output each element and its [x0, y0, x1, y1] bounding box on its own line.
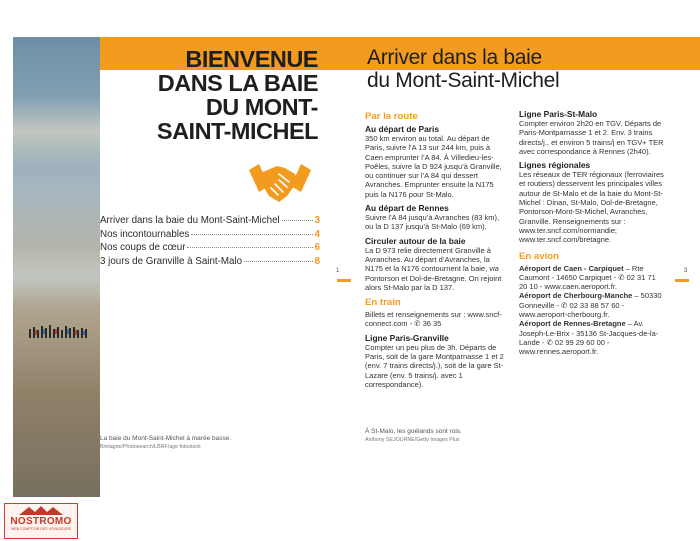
section-heading-train: En train — [365, 297, 401, 309]
phone-icon: ✆ — [546, 337, 555, 347]
toc-item[interactable]: Nos coups de cœur 6 — [100, 242, 320, 254]
walkers-figures — [27, 321, 97, 343]
paris-text: 350 km environ au total. Au départ de Paris, suivre l’A 13 sur 244 km, puis à Caen emprunter l’A 84. À Villedieu-les-Poêles, suivre la D 924 jusqu’à Granville, ou continuer sur l’A 84 qui dessert Avranches. Emprunter ensuite la N175 puis la N176 pour St-Malo. — [365, 134, 502, 199]
subheading-paris: Au départ de Paris — [365, 124, 440, 134]
airport-rennes: Aéroport de Rennes-Bretagne – Av. Joseph-Le-Brix - 35136 St-Jacques-de-la-Lande - ✆ 02 99 29 60 00 - www.rennes.aeroport.fr. — [519, 319, 659, 357]
section-heading-road: Par la route — [365, 111, 418, 122]
airport-caen: Aéroport de Caen - Carpiquet – Rte Caumont - 14650 Carpiquet - ✆ 02 31 71 20 10 - www.caen.aeroport.fr. — [519, 263, 656, 292]
page-number-left: 1 — [336, 268, 340, 274]
page-marker-right — [675, 279, 689, 282]
regional-text: Les réseaux de TER régionaux (ferroviaires et routiers) desservent les principales villes autour de St-Malo et de la baie du Mont-St-Michel : Dinan, St-Malo, Dol-de-Bretagne, Pontorson-Mont-St-Michel, Avranches, Granville. Renseignements sur : www.ter.sncf.com/normandie; www.ter.sncf.com/bretagne. — [519, 170, 664, 245]
circuler-text: La D 973 relie directement Granville à Avranches. Au départ d’Avranches, la N175 et la N176 contournent la baie, via Pontorson et Dol-de-Bretagne. On rejoint alors St-Malo par la D 137. — [365, 245, 502, 292]
table-of-contents — [100, 214, 320, 268]
section-heading-plane: En avion — [519, 250, 559, 262]
page-number-right: 3 — [684, 268, 688, 274]
handshake-icon — [249, 156, 311, 206]
toc-item[interactable]: Nos incontournables 4 — [100, 228, 320, 240]
train-text: Billets et renseignements sur : www.sncf-connect.com - ✆ 36 35 — [365, 310, 502, 329]
seagull-caption: À St-Malo, les goélands sont rois. Anthony SEJOURNE/Getty Images Plus — [365, 428, 462, 443]
subheading-regional: Lignes régionales — [519, 160, 591, 171]
airport-cherbourg: Aéroport de Cherbourg-Manche – 50330 Gonneville - ✆ 02 33 88 57 60 - www.aeroport-cherbourg.fr. — [519, 291, 662, 320]
subheading-circuler: Circuler autour de la baie — [365, 235, 466, 246]
photo-caption: La baie du Mont-Saint-Michel à marée basse. Bretagne/Photosearch/LBRF/age fotostock — [100, 435, 232, 450]
page-title: Arriver dans la baie du Mont-Saint-Michel — [367, 46, 560, 92]
logo-emblem-icon — [11, 505, 71, 516]
toc-item[interactable]: 3 jours de Granville à Saint-Malo 8 — [100, 255, 320, 267]
subheading-paris-stmalo: Ligne Paris-St-Malo — [519, 109, 598, 119]
toc-item[interactable]: Arriver dans la baie du Mont-Saint-Michel 3 — [100, 215, 320, 226]
subheading-rennes: Au départ de Rennes — [365, 203, 449, 214]
paris-stmalo-text: Compter environ 2h20 en TGV. Départs de Paris-Montparnasse 1 et 2. Env. 3 trains directs/j., et environ 5 trains/j en TGV+ TER avec correspondance à Rennes (2h40). — [519, 119, 664, 156]
page-marker-left — [337, 279, 351, 282]
phone-icon: ✆ — [561, 300, 570, 310]
rennes-text: Suivre l’A 84 jusqu’à Avranches (83 km), ou la D 137 jusqu’à St-Malo (69 km). — [365, 213, 500, 232]
bay-photo — [13, 37, 100, 497]
subheading-paris-granville: Ligne Paris-Granville — [365, 332, 449, 343]
column-left — [365, 109, 508, 389]
phone-icon: ✆ — [618, 272, 627, 282]
phone-icon: ✆ — [414, 319, 423, 329]
welcome-title: BIENVENUE DANS LA BAIE DU MONT- SAINT-MICHEL — [156, 46, 318, 144]
column-right — [519, 109, 665, 357]
nostromo-logo: NOSTROMO WEB COMPTOIR DES VOYAGEURS — [4, 503, 78, 539]
paris-granville-text: Compter un peu plus de 3h. Départs de Paris, soit de la gare Montparnasse 1 et 2 (env. 7 trains directs/j.), soit de la gare St-Lazare (env. 5 trains/j. avec 1 correspondance). — [365, 342, 504, 389]
